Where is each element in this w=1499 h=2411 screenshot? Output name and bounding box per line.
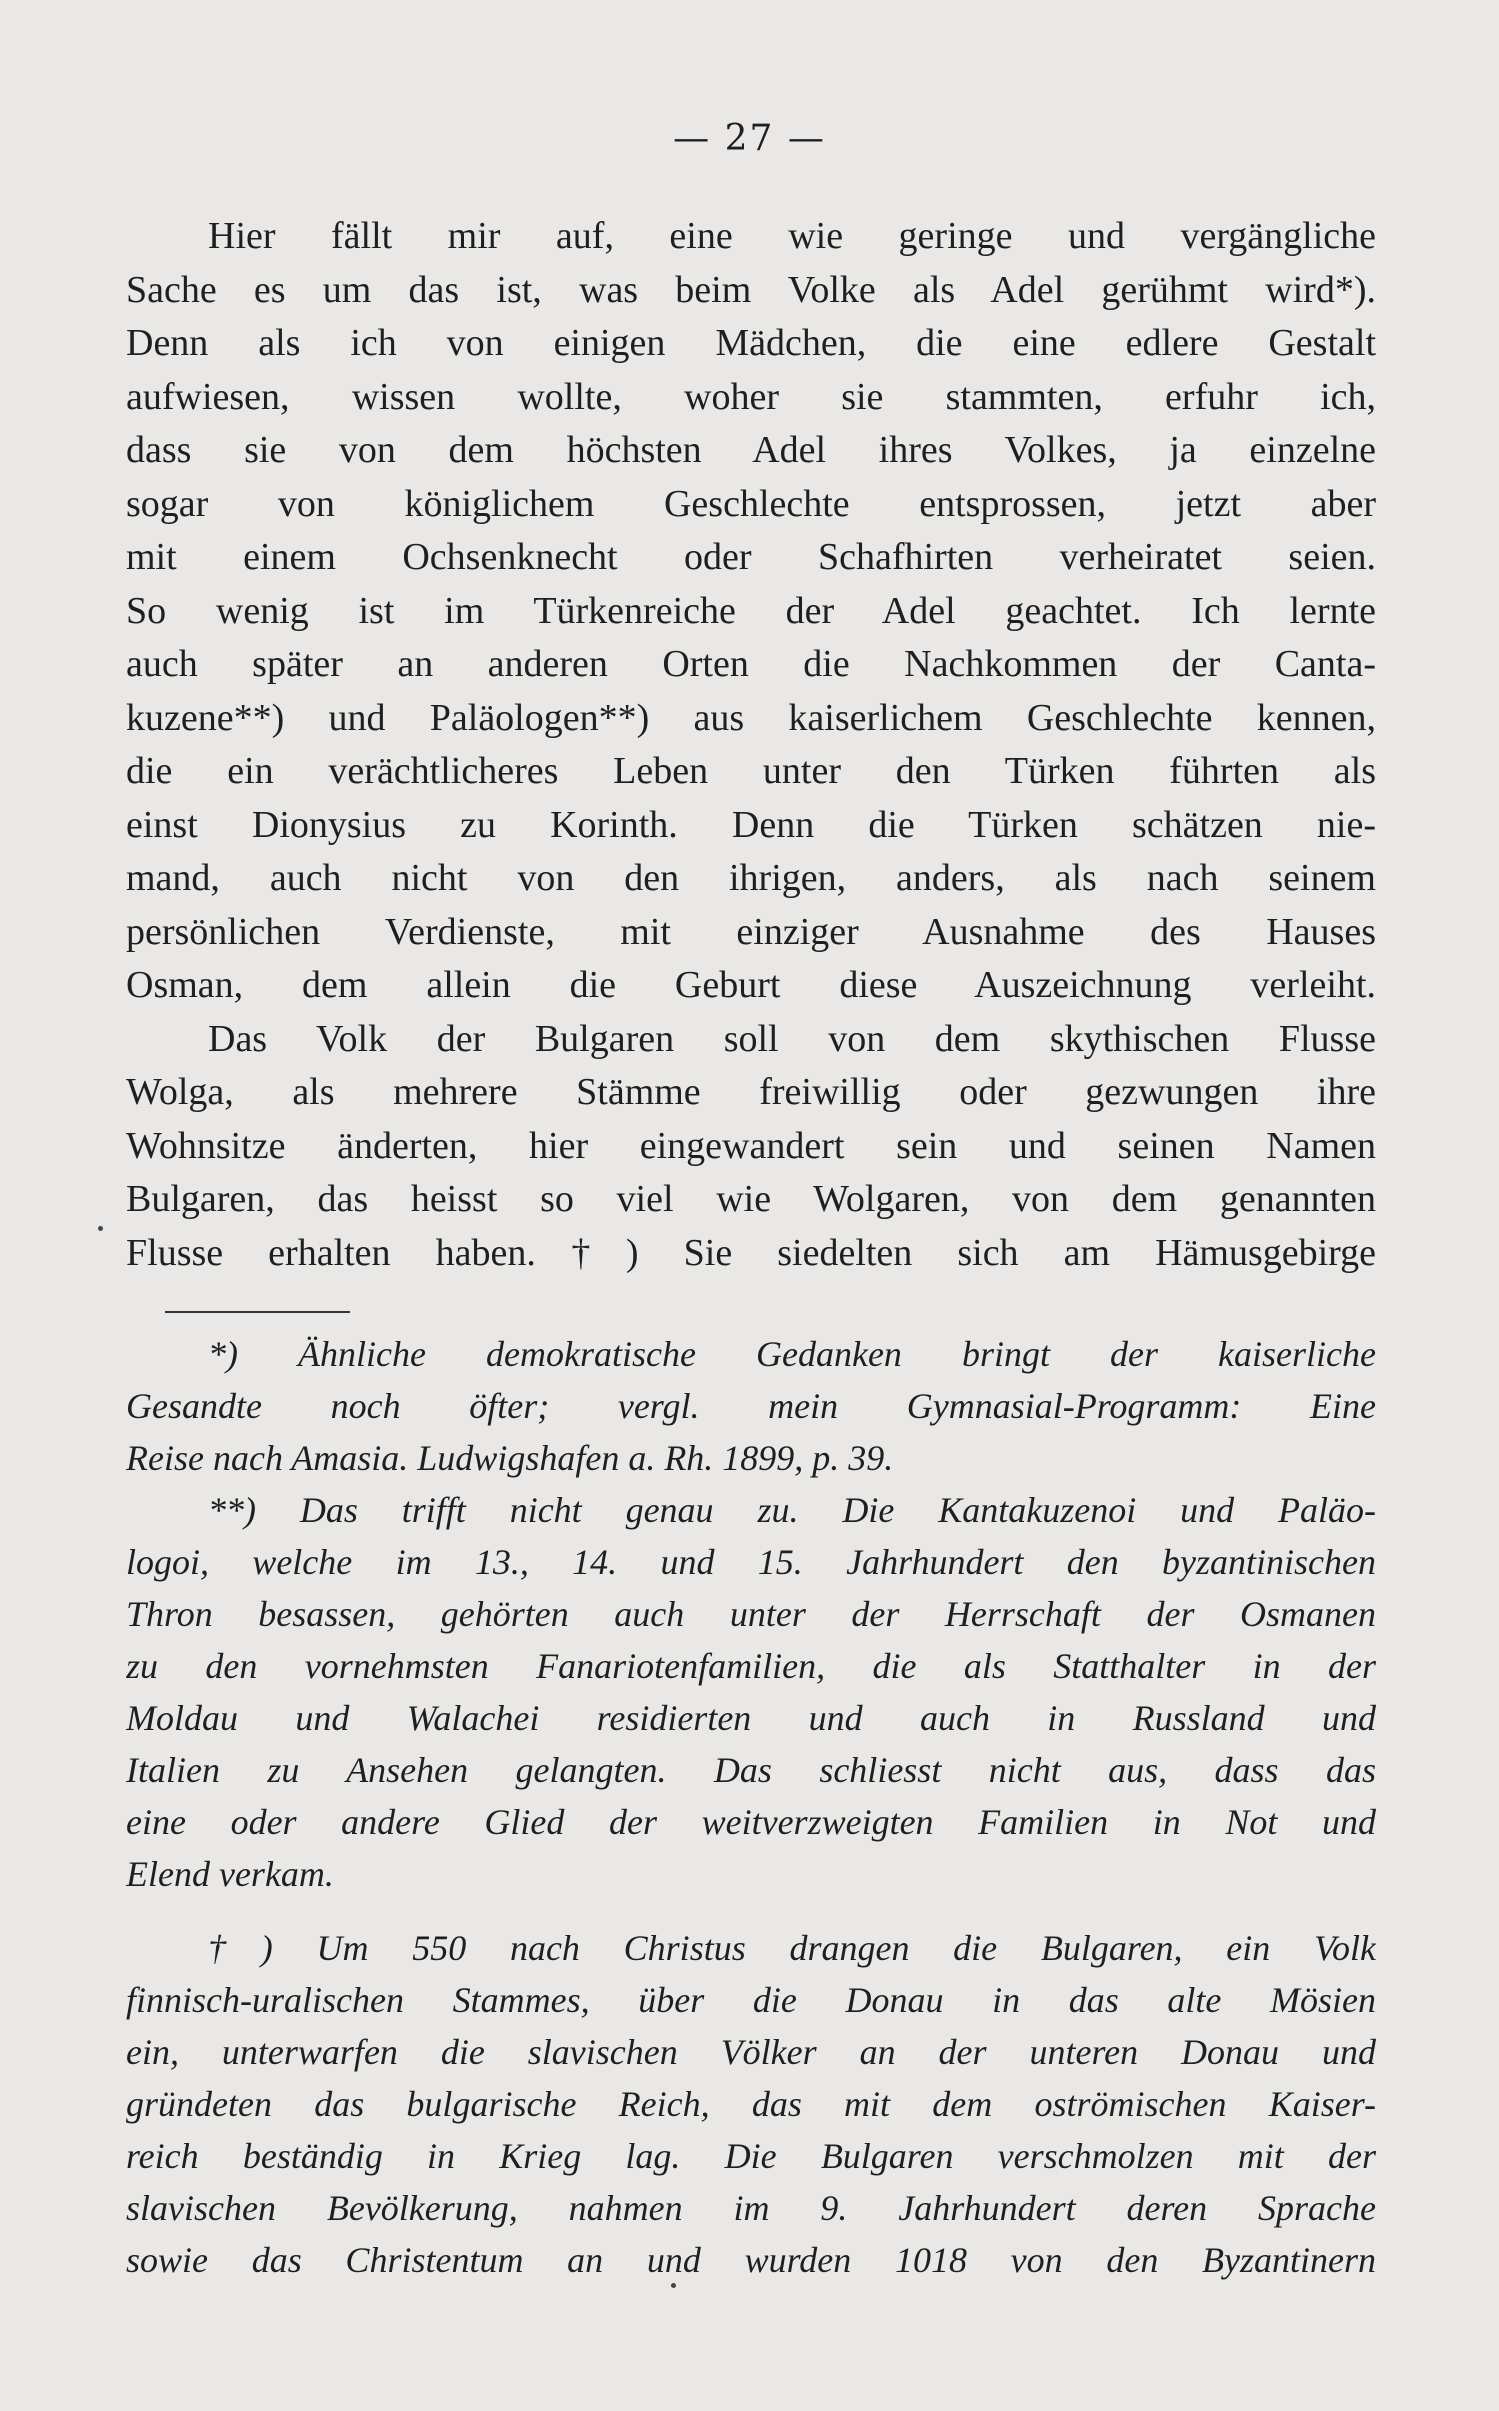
footnote-line: Reise nach Amasia. Ludwigshafen a. Rh. 1899, p. 39. xyxy=(126,1438,894,1478)
text-line: Das Volk der Bulgaren soll von dem skythischen Flusse xyxy=(208,1017,1376,1060)
footnote-line: zu den vornehmsten Fanariotenfamilien, die als Statthalter in der xyxy=(126,1646,1376,1686)
footnote-line: Elend verkam. xyxy=(126,1854,334,1894)
footnote-line: eine oder andere Glied der weitverzweigten Familien in Not und xyxy=(126,1802,1376,1842)
text-line: Hier fällt mir auf, eine wie geringe und vergängliche xyxy=(208,215,1376,257)
footnote-separator xyxy=(165,1311,350,1313)
footnote-line: Moldau und Walachei residierten und auch in Russland und xyxy=(126,1698,1376,1738)
footnotes xyxy=(126,1328,1376,2286)
footnote-line: *) Ähnliche demokratische Gedanken bringt der kaiserliche xyxy=(208,1334,1376,1374)
text-line: mit einem Ochsenknecht oder Schafhirten verheiratet seien. xyxy=(126,536,1376,578)
footnote-line: logoi, welche im 13., 14. und 15. Jahrhundert den byzantinischen xyxy=(126,1542,1376,1582)
text-line: auch später an anderen Orten die Nachkommen der Canta- xyxy=(126,643,1376,685)
text-line: Osman, dem allein die Geburt diese Auszeichnung verleiht. xyxy=(126,964,1376,1006)
text-line: Sache es um das ist, was beim Volke als Adel gerühmt wird*). xyxy=(126,268,1376,311)
footnote-1 xyxy=(126,1328,1376,1484)
footnote-line: Thron besassen, gehörten auch unter der Herrschaft der Osmanen xyxy=(126,1594,1376,1634)
text-line: Wolga, als mehrere Stämme freiwillig oder gezwungen ihre xyxy=(126,1071,1376,1113)
footnote-spacer xyxy=(126,1900,1376,1922)
footnote-line: Gesandte noch öfter; vergl. mein Gymnasial-Programm: Eine xyxy=(126,1386,1376,1426)
page-number: — 27 — xyxy=(673,118,826,159)
text-line: einst Dionysius zu Korinth. Denn die Türken schätzen nie- xyxy=(126,803,1376,846)
text-line: Wohnsitze änderten, hier eingewandert sein und seinen Namen xyxy=(126,1124,1376,1167)
text-line: So wenig ist im Türkenreiche der Adel geachtet. Ich lernte xyxy=(126,589,1376,632)
text-line: mand, auch nicht von den ihrigen, anders, als nach seinem xyxy=(126,857,1376,899)
text-line: aufwiesen, wissen wollte, woher sie stammten, erfuhr ich, xyxy=(126,375,1376,418)
text-line: die ein verächtlicheres Leben unter den Türken führten als xyxy=(126,750,1376,792)
footnote-line: ein, unterwarfen die slavischen Völker an der unteren Donau und xyxy=(126,2032,1376,2072)
text-line: sogar von königlichem Geschlechte entsprossen, jetzt aber xyxy=(126,482,1376,525)
footnote-line: †) Um 550 nach Christus drangen die Bulgaren, ein Volk xyxy=(208,1928,1376,1968)
main-text xyxy=(126,210,1376,1280)
text-line: Bulgaren, das heisst so viel wie Wolgaren, von dem genannten xyxy=(126,1178,1376,1220)
paper-speck xyxy=(671,2283,676,2288)
footnote-2 xyxy=(126,1484,1376,1900)
text-line: persönlichen Verdienste, mit einziger Ausnahme des Hauses xyxy=(126,910,1376,953)
text-line: kuzene**) und Paläologen**) aus kaiserlichem Geschlechte kennen, xyxy=(126,696,1376,739)
text-line: Flusse erhalten haben.†) Sie siedelten sich am Hämusgebirge xyxy=(126,1231,1376,1274)
footnote-line: finnisch-uralischen Stammes, über die Donau in das alte Mösien xyxy=(126,1980,1376,2020)
footnote-line: **) Das trifft nicht genau zu. Die Kantakuzenoi und Paläo- xyxy=(208,1490,1376,1530)
paper-speck xyxy=(98,1226,103,1231)
footnote-line: sowie das Christentum an und wurden 1018 von den Byzantinern xyxy=(126,2240,1376,2280)
text-line: Denn als ich von einigen Mädchen, die eine edlere Gestalt xyxy=(126,322,1376,364)
footnote-line: slavischen Bevölkerung, nahmen im 9. Jahrhundert deren Sprache xyxy=(126,2188,1376,2228)
footnote-3 xyxy=(126,1922,1376,2286)
footnote-line: Italien zu Ansehen gelangten. Das schliesst nicht aus, dass das xyxy=(126,1750,1376,1790)
footnote-line: reich beständig in Krieg lag. Die Bulgaren verschmolzen mit der xyxy=(126,2136,1376,2176)
text-line: dass sie von dem höchsten Adel ihres Volkes, ja einzelne xyxy=(126,429,1376,471)
footnote-line: gründeten das bulgarische Reich, das mit dem oströmischen Kaiser- xyxy=(126,2084,1376,2124)
